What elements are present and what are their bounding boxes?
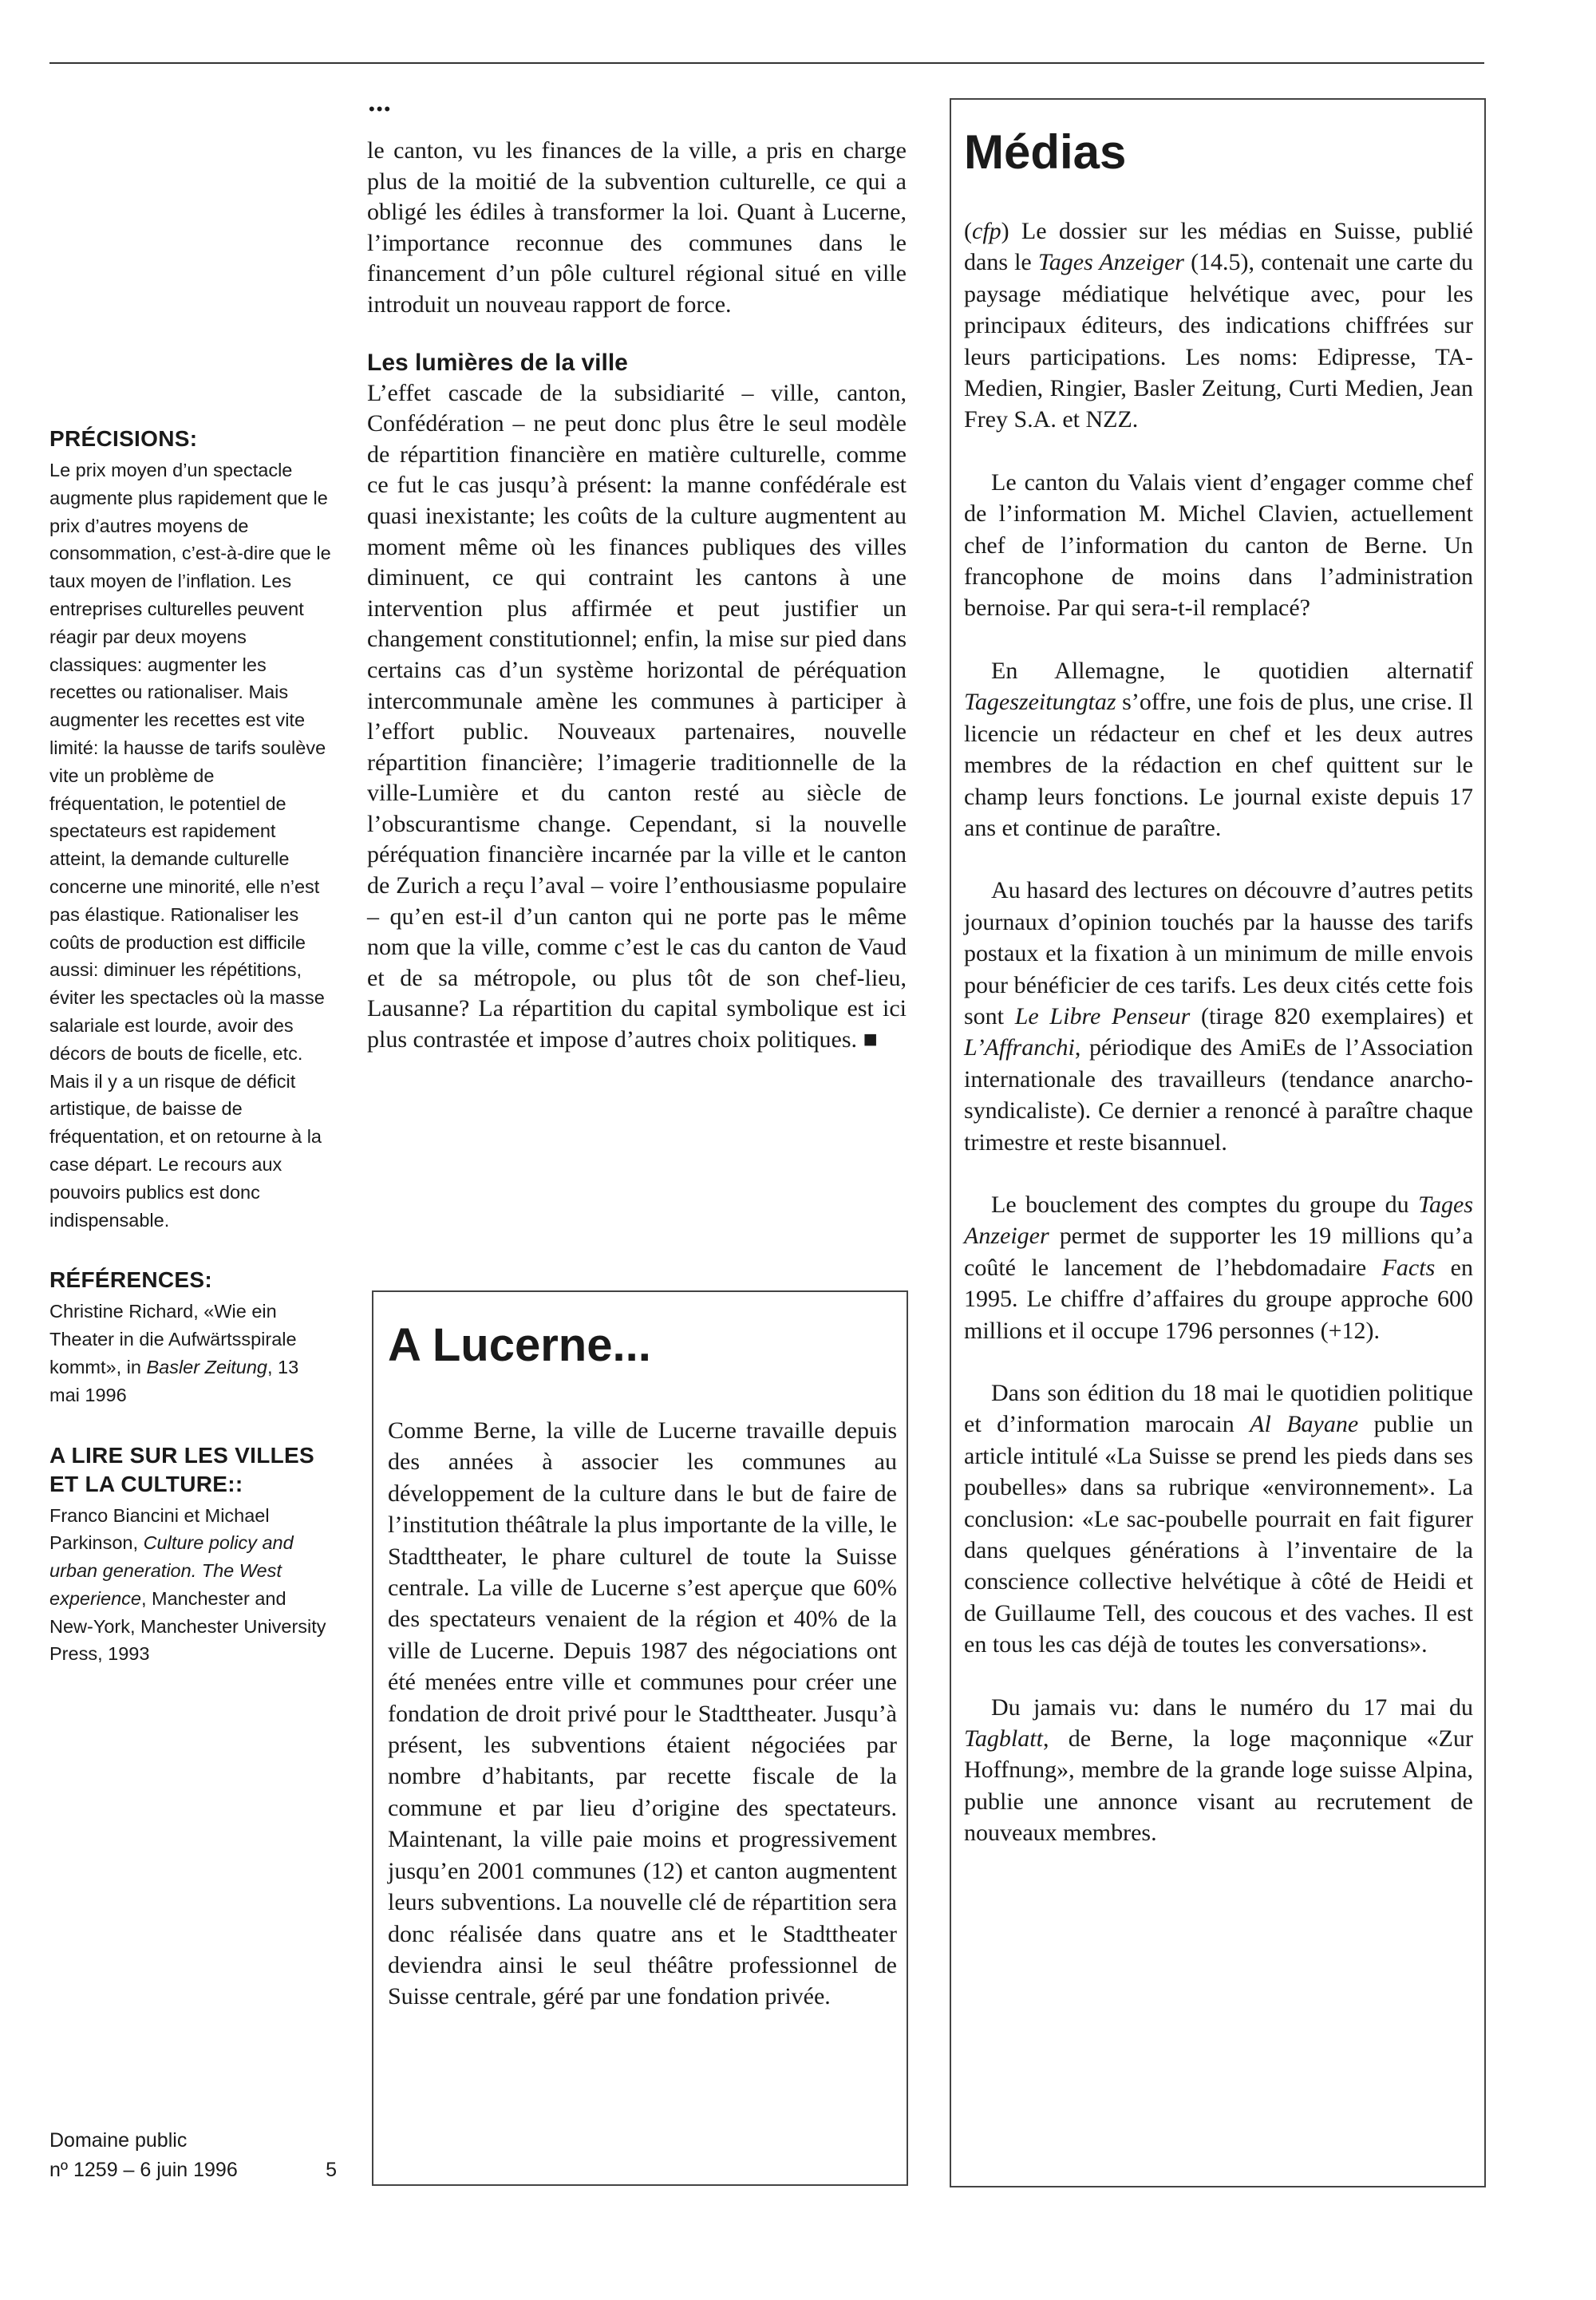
reading-block [49, 1441, 333, 1669]
intro-paragraph: le canton, vu les finances de la ville, a pris en charge plus de la moitié de la subvention culturelle, ce qui a obligé les édiles à transformer la loi. Quant à Lucerne, l’importance reconnue des communes dans le financement d’un pôle culturel régional situé en ville introduit un nouveau rapport de force. [367, 137, 907, 318]
section-subheading: Les lumières de la ville [367, 349, 628, 376]
text-run: s’offre, une fois de plus, une crise. Il licencie un rédacteur en chef et les deux autres membres de la rédaction en chef quittent sur le champ leurs fonctions. Le journal existe depuis 17 ans et continue de paraître. [964, 689, 1473, 841]
text-run: (tirage 820 exemplaires) et [1190, 1002, 1473, 1029]
medias-paragraph-2: Le canton du Valais vient d’engager comme chef de l’information M. Michel Clavien, actuellement chef de l’information du canton de Berne. Un francophone de moins dans l’administration bernoise. Par qui sera-t-il remplacé? [964, 468, 1473, 622]
publication-name: L’Affranchi [964, 1034, 1075, 1061]
references-heading: RÉFÉRENCES: [49, 1267, 212, 1293]
text-run: (14.5), contenait une carte du paysage médiatique helvétique avec, pour les principaux éditeurs, des indications chiffrées sur leurs participations. Les noms: Edipresse, TA-Medien, Ringier, Basler Zeitung, Curti Medien, Jean Frey S.A. et NZZ. [964, 249, 1473, 433]
references-author: Christine Richard, «Wie ein Theater in die Aufwärtsspirale kommt», in [49, 1301, 297, 1377]
references-block [49, 1266, 333, 1409]
medias-paragraph-3 [964, 655, 1473, 844]
publication-name: Le Libre Penseur [1014, 1002, 1191, 1029]
agency-tag: cfp [972, 218, 1001, 244]
lucerne-title: A Lucerne... [388, 1319, 651, 1371]
footer-publication: Domaine public [49, 2129, 188, 2152]
text-run: En Allemagne, le quotidien alternatif [991, 657, 1473, 684]
text-run: Du jamais vu: dans le numéro du 17 mai du [991, 1693, 1473, 1721]
middle-article-column [367, 136, 907, 1056]
medias-title: Médias [964, 125, 1127, 179]
reading-title: Culture policy and urban generation. The West experience [49, 1532, 294, 1609]
end-mark: ■ [863, 1026, 878, 1053]
text-run: Dans son édition du 18 mai le quotidien politique et d’information marocain [964, 1380, 1473, 1438]
text-run: ( [964, 218, 972, 244]
page-footer [49, 2126, 337, 2185]
publication-name: Facts [1381, 1254, 1436, 1281]
reading-text [49, 1502, 333, 1669]
text-run: , périodique des AmiEs de l’Association internationale des travailleurs (tendance anarcho-syndicaliste). Ce dernier a renoncé à paraître chaque trimestre et reste bisannuel. [964, 1034, 1473, 1156]
medias-paragraph-6 [964, 1377, 1473, 1661]
medias-paragraph-7 [964, 1692, 1473, 1849]
top-rule [49, 62, 1484, 64]
publication-name: Al Bayane [1250, 1411, 1359, 1438]
reading-rest: , Manchester and New-York, Manchester University Press, 1993 [49, 1587, 326, 1665]
text-run: en 1995. Le chiffre d’affaires du groupe approche 600 millions et il occupe 1796 personnes (+12). [964, 1254, 1473, 1344]
text-run: ) Le dossier sur les médias en Suisse, publié dans le [964, 218, 1473, 276]
continuation-marker: ••• [369, 99, 393, 119]
body-paragraph [367, 378, 907, 1056]
page-number: 5 [326, 2159, 337, 2181]
medias-paragraph-4 [964, 875, 1473, 1158]
publication-name: Tagblatt [964, 1725, 1043, 1753]
reading-authors: Franco Biancini et Michael Parkinson, [49, 1504, 270, 1554]
publication-name: Tages Anzeiger [1037, 249, 1184, 276]
lucerne-box [372, 1290, 908, 2186]
lucerne-text: Comme Berne, la ville de Lucerne travaille depuis des années à associer les communes au développement de la culture dans le but de faire de l’institution théâtrale la plus importante de la ville, le Stadttheater, le phare culturel de toute la Suisse centrale. La ville de Lucerne s’est aperçue que 60% des spectateurs venaient de la région et 40% de la ville de Lucerne. Depuis 1987 des négociations ont été menées entre ville et communes pour créer une fondation de droit privé pour le Stadttheater. Jusqu’à présent, les subventions étaient négociées par nombre d’habitants, par recette fiscale de la commune et par lieu d’origine des spectateurs. Maintenant, la ville paie moins et progressivement jusqu’en 2001 communes (12) et canton augmentent leurs subventions. La nouvelle clé de répartition sera donc réalisée dans quatre ans et le Stadttheater deviendra ainsi le seul théâtre professionnel de Suisse centrale, géré par une fondation privée. [388, 1417, 897, 2010]
precisions-heading: PRÉCISIONS: [49, 426, 198, 451]
publication-name: Tageszeitungtaz [964, 689, 1116, 716]
references-source: Basler Zeitung [146, 1356, 267, 1377]
text-run: , de Berne, la loge maçonnique «Zur Hoffnung», membre de la grande loge suisse Alpina, publie une annonce visant au recrutement de nouveaux membres. [964, 1725, 1473, 1847]
publication-name: Tages Anzeiger [964, 1191, 1473, 1250]
text-run: permet de supporter les 19 millions qu’a coûté le lancement de l’hebdomadaire [964, 1223, 1473, 1281]
medias-box [950, 98, 1486, 2187]
references-text [49, 1298, 333, 1409]
precisions-block [49, 425, 333, 1234]
reading-heading: A LIRE SUR LES VILLES ET LA CULTURE:: [49, 1442, 314, 1496]
footer-issue: nº 1259 – 6 juin 1996 [49, 2159, 238, 2181]
medias-body [964, 215, 1473, 1880]
footer-issue-line [49, 2156, 337, 2185]
medias-paragraph-1 [964, 215, 1473, 436]
text-run: Le bouclement des comptes du groupe du [991, 1191, 1419, 1218]
precisions-text: Le prix moyen d’un spectacle augmente plus rapidement que le prix d’autres moyens de consommation, c’est-à-dire que le taux moyen de l’inflation. Les entreprises culturelles peuvent réagir par deux moyens classiques: augmenter les recettes ou rationaliser. Mais augmenter les recettes est vite limité: la hausse de tarifs soulève vite un problème de fréquentation, le potentiel de spectateurs est rapidement atteint, la demande culturelle concerne une minorité, elle n’est pas élastique. Rationaliser les coûts de production est difficile aussi: diminuer les répétitions, éviter les spectacles où la masse salariale est lourde, avoir des décors de bouts de ficelle, etc. Mais il y a un risque de déficit artistique, de baisse de fréquentation, et on retourne à la case départ. Le recours aux pouvoirs publics est donc indispensable. [49, 460, 331, 1231]
sidebar-notes [49, 425, 333, 1700]
references-date: , 13 mai 1996 [49, 1356, 299, 1405]
text-run: publie un article intitulé «La Suisse se prend les pieds dans ses poubelles» dans sa rubrique «environnement». La conclusion: «Le sac-poubelle pourrait en fait figurer dans quelques générations à l’inventaire de la conscience collective helvétique à côté de Heidi et de Guillaume Tell, des coucous et des vaches. Il est en tous les cas déjà de toutes les conversations». [964, 1411, 1473, 1658]
text-run: Au hasard des lectures on découvre d’autres petits journaux d’opinion touchés par la hausse des tarifs postaux et la fixation à un minimum de mille envois pour bénéficier de ces tarifs. Les deux cités cette fois sont [964, 877, 1473, 1029]
body-text: L’effet cascade de la subsidiarité – ville, canton, Confédération – ne peut donc plus être le seul modèle de répartition financière en matière culturelle, comme ce fut le cas jusqu’à présent: la manne confédérale est quasi inexistante; les coûts de la culture augmentent au moment même où les finances publiques des villes diminuent, ce qui contraint les cantons à une intervention plus affirmée et peut justifier un changement constitutionnel; enfin, la mise sur pied dans certains cas d’un système horizontal de péréquation intercommunale amène les communes à participer à l’effort public. Nouveaux partenaires, nouvelle répartition financière; l’imagerie traditionnelle de la ville-Lumière et du canton resté au siècle de l’obscurantisme change. Cependant, si la nouvelle péréquation financière incarnée par la ville et le canton de Zurich a reçu l’aval – voire l’enthousiasme populaire – qu’en est-il d’un canton qui ne porte pas le même nom que la ville, comme c’est le cas du canton de Vaud et de sa métropole, ou plus tôt de son chef-lieu, Lausanne? La répartition du capital symbolique est ici plus contrastée et impose d’autres choix politiques. [367, 379, 907, 1053]
medias-paragraph-5 [964, 1189, 1473, 1346]
